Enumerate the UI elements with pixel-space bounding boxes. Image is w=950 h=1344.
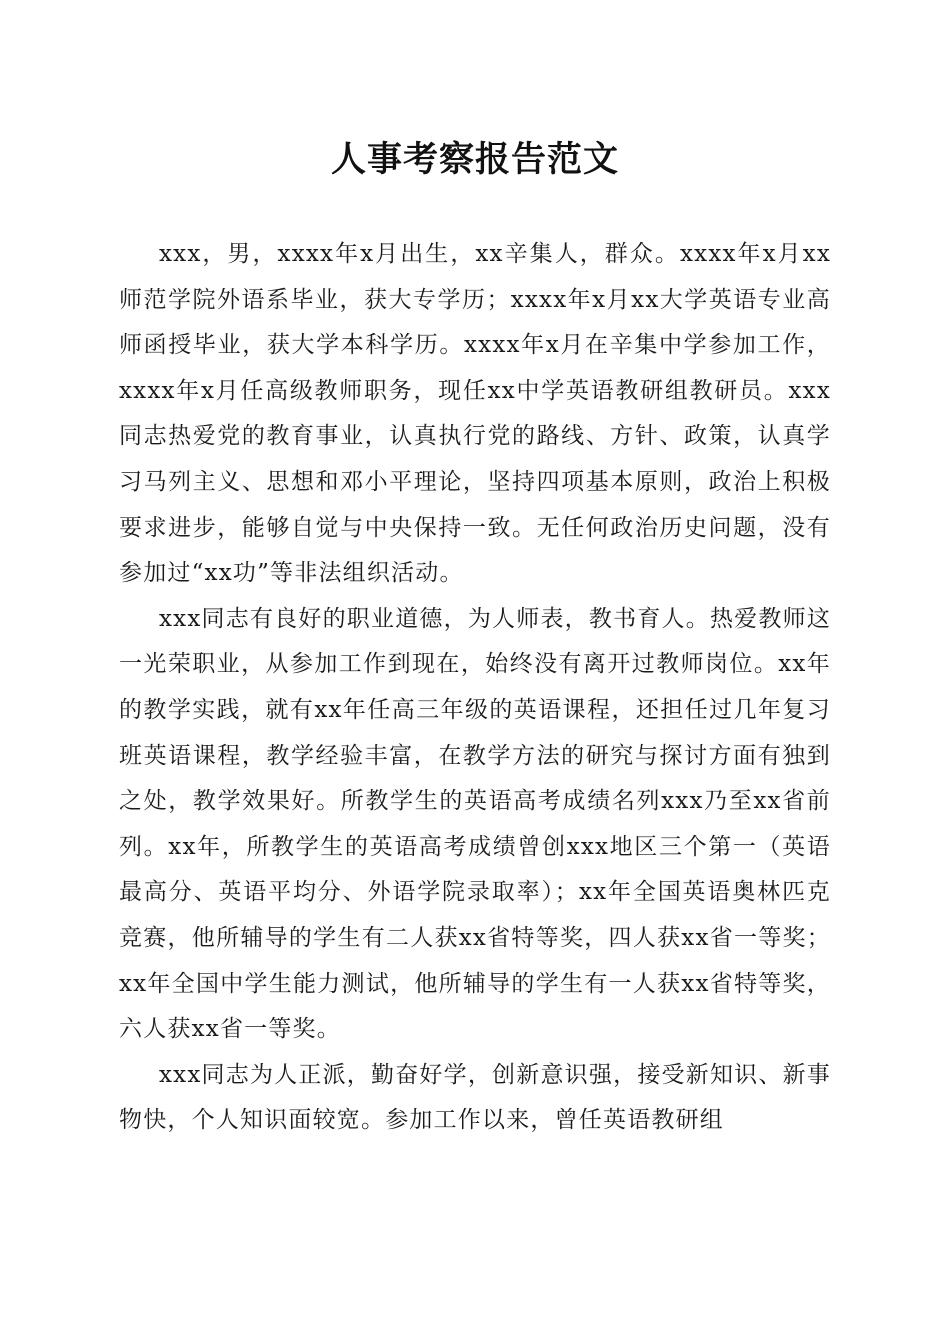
paragraph-2: xxx同志有良好的职业道德，为人师表，教书育人。热爱教师这一光荣职业，从参加工作到现在，始终没有离开过教师岗位。xx年的教学实践，就有xx年任高三年级的英语课程，还担任过几年复习班英语课程，教学经验丰富，在教学方法的研究与探讨方面有独到之处，教学效果好。所教学生的英语高考成绩名列xxx乃至xx省前列。xx年，所教学生的英语高考成绩曾创xxx地区三个第一（英语最高分、英语平均分、外语学院录取率）；xx年全国英语奥林匹克竞赛，他所辅导的学生有二人获xx省特等奖，四人获xx省一等奖；xx年全国中学生能力测试，他所辅导的学生有一人获xx省特等奖，六人获xx省一等奖。 [119, 605, 831, 1043]
paragraph-3: xxx同志为人正派，勤奋好学，创新意识强，接受新知识、新事物快，个人知识面较宽。参加工作以来，曾任英语教研组 [119, 1061, 831, 1134]
document-body [119, 232, 831, 1144]
paragraph-1: xxx，男，xxxx年x月出生，xx辛集人，群众。xxxx年x月xx师范学院外语系毕业，获大专学历；xxxx年x月xx大学英语专业高师函授毕业，获大学本科学历。xxxx年x月在辛集中学参加工作，xxxx年x月任高级教师职务，现任xx中学英语教研组教研员。xxx同志热爱党的教育事业，认真执行党的路线、方针、政策，认真学习马列主义、思想和邓小平理论，坚持四项基本原则，政治上积极要求进步，能够自觉与中央保持一致。无任何政治历史问题，没有参加过“xx功”等非法组织活动。 [119, 241, 831, 587]
document-title: 人事考察报告范文 [330, 139, 619, 180]
